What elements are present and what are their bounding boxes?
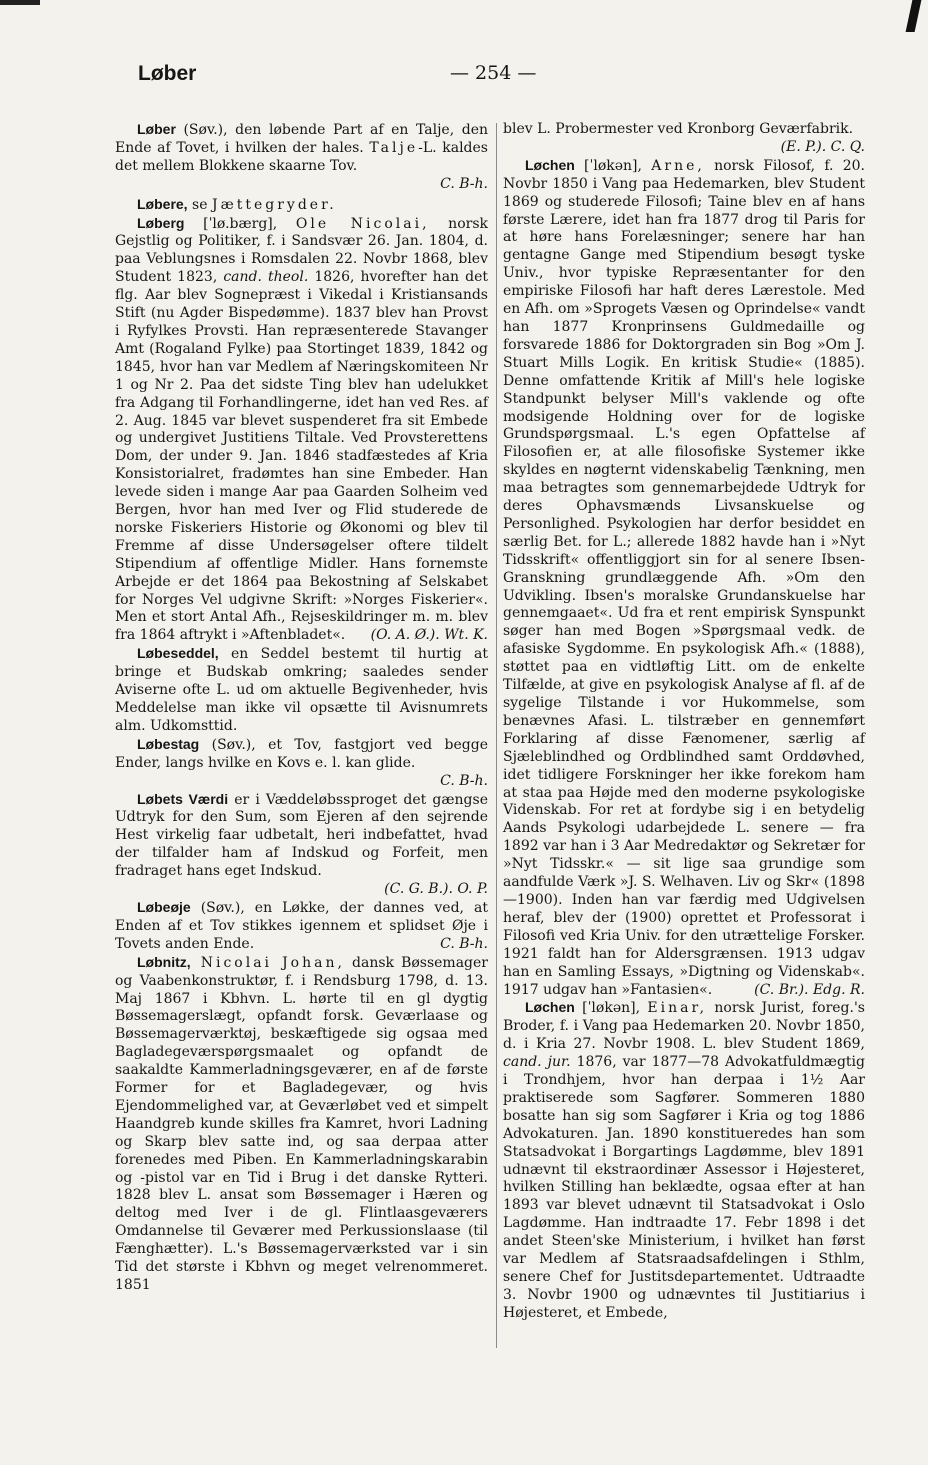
entry-loebestag bbox=[115, 736, 488, 791]
entry-pronunciation: [ˈløkən], bbox=[574, 157, 652, 174]
entry-headword: Løberg bbox=[137, 214, 185, 231]
entry-headword: Løbestag bbox=[137, 735, 200, 752]
entry-headword: Løbnitz, bbox=[137, 953, 191, 970]
entry-text: -L. kaldes det mellem Blokkene skaarne Tov. bbox=[115, 139, 488, 174]
entry-loebere bbox=[115, 196, 488, 215]
entry-headword: Løchen bbox=[525, 156, 575, 173]
entry-headword: Løbere, bbox=[137, 195, 188, 212]
page-number: — 254 — bbox=[450, 62, 537, 84]
entry-loechen-arne bbox=[503, 157, 865, 1000]
entry-headword: Løbeøje bbox=[137, 898, 191, 915]
entry-italic: cand. theol. bbox=[223, 269, 309, 286]
entry-text: se bbox=[187, 196, 212, 213]
entry-continuation bbox=[503, 121, 865, 157]
left-column bbox=[115, 121, 488, 1295]
entry-text: (Søv.), en Løkke, der dannes ved, at Enden af et Tov stikkes igennem et splidset Øje i Tovets anden Ende. bbox=[115, 899, 488, 952]
entry-person-name: Nicolai Johan, bbox=[190, 954, 345, 971]
entry-text: dansk Bøssemager og Vaabenkonstruktør, f. i Rendsburg 1798, d. 13. Maj 1867 i Kbhvn. L. hørte til en gl dygtig Bøssemagerslægt, opfandt forsk. Geværlaase og Bøssemagerværktøj, beskæftigede sig ogsaa med Bagladegeværspørgsmaalet og opfandt de saakaldte Kammerladningsgeværer, en af de første Former for et Bagladegevær, og hvis Ejendommelighed var, at Geværløbet ved et simpelt Haandgreb kunde skilles fra Kamret, hvori Ladning og Skarp blev satte ind, og saa derpaa atter forenedes med Piben. En Kammerladningskarabin og -pistol var en Tid i Brug i det danske Rytteri. 1828 blev L. ansat som Bøssemager i Hæren og deltog med Iver i de gl. Flintlaasgeværers Omdannelse til Geværer med Perkussionslaase (til Fænghætter). L.'s Bøssemagerværksted var i sin Tid det største i Kbhvn og meget velrenommeret. 1851 bbox=[115, 954, 488, 1293]
entry-text: blev L. Probermester ved Kronborg Geværfabrik. bbox=[503, 121, 854, 137]
running-headword: Løber bbox=[138, 62, 197, 85]
entry-signature: (O. A. Ø.). Wt. K. bbox=[370, 627, 488, 644]
entry-text: norsk Jurist, foreg.'s Broder, f. i Vang paa Hedemarken 20. Novbr 1850, d. i Kria 27. Novbr 1908. L. blev Student 1869, bbox=[503, 1000, 865, 1053]
entry-headword: Løbets Værdi bbox=[137, 790, 229, 807]
entry-text: (Søv.), et Tov, fastgjort ved begge Ender, langs hvilke en Kovs e. l. kan glide. bbox=[115, 736, 488, 771]
entry-loechen-einar bbox=[503, 999, 865, 1322]
entry-headword: Løchen bbox=[525, 999, 575, 1016]
entry-signature: C. B-h. bbox=[440, 935, 488, 952]
entry-signature: C. B-h. bbox=[440, 175, 488, 192]
entry-text: 1826, hvorefter han det flg. Aar blev Sognepræst i Vikedal i Kristiansands Stift (nu Agder Bispedømme). 1837 blev han Provst i Ryfylkes Provsti. Han repræsenterede Stavanger Amt (Rogaland Fylke) paa Stortinget 1839, 1842 og 1845, hvor han var Medlem af Næringskomiteen Nr 1 og Nr 2. Paa det sidste Ting blev han udelukket fra Adgang til Forhandlingerne, idet han ved Res. af 2. Aug. 1845 var blevet suspenderet fra sit Embede og undergivet Justitiens Tiltale. Ved Provsterettens Dom, der under 9. Jan. 1846 stadfæstedes af Kria Konsistorialret, fradømtes han sine Embeder. Han levede siden i mange Aar paa Gaarden Solheim ved Bergen, hvor han med Iver og Flid studerede de norske Fiskeriers Historie og Økonomi og blev til Fremme af disse Undersøgelser oftere tildelt Stipendium af offentlige Midler. Hans fornemste Arbejde er det 1864 paa Bekostning af Selskabet for Norges Vel udgivne Skrift: »Norges Fiskerier«. Men et stort Antal Afh., Rejseskildringer m. m. blev fra 1864 aftrykt i »Aftenbladet«. bbox=[115, 269, 488, 644]
entry-signature: (C. G. B.). O. P. bbox=[384, 881, 488, 898]
entry-cross-reference: Jættegryder. bbox=[211, 196, 337, 213]
entry-person-name: Arne, bbox=[651, 157, 705, 174]
entry-loeberg bbox=[115, 215, 488, 646]
right-column bbox=[503, 121, 865, 1323]
entry-spaced-term: Talje bbox=[369, 139, 419, 156]
scan-edge-mark bbox=[0, 0, 40, 5]
entry-loebeseddel bbox=[115, 645, 488, 736]
entry-text: norsk Gejstlig og Politiker, f. i Sandsvær 26. Jan. 1804, d. paa Veblungsnes i Romsdalen 22. Novbr 1868, blev Student 1823, bbox=[115, 215, 488, 286]
entry-signature: (C. Br.). Edg. R. bbox=[754, 981, 865, 998]
entry-loebnitz bbox=[115, 954, 488, 1295]
entry-person-name: Einar, bbox=[647, 1000, 708, 1017]
entry-loeber bbox=[115, 121, 488, 194]
entry-pronunciation: [ˈlø.bærg], bbox=[184, 215, 296, 232]
page-header bbox=[138, 62, 788, 92]
entry-pronunciation: [ˈløkən], bbox=[574, 1000, 648, 1017]
entry-loebeoeje bbox=[115, 899, 488, 954]
entry-italic: cand. jur. bbox=[503, 1054, 571, 1071]
entry-headword: Løbeseddel, bbox=[137, 645, 219, 662]
entry-loebets-vaerdi bbox=[115, 791, 488, 899]
entry-signature: C. B-h. bbox=[440, 772, 488, 789]
entry-text: (Søv.), den løbende Part af en Talje, den Ende af Tovet, i hvilken der hales. bbox=[115, 122, 488, 156]
entry-text: en Seddel bestemt til hurtig at bringe et Budskab omkring; saaledes sender Aviserne ofte L. ud om aktuelle Begivenheder, hvis Meddelelse man ikke vil opsætte til Avisnumrets alm. Udkomsttid. bbox=[115, 646, 488, 734]
column-divider bbox=[496, 123, 497, 1348]
entry-text: 1876, var 1877—78 Advokatfuldmægtig i Trondhjem, hvor han derpaa i 1½ Aar praktiserede som Sagfører. Sommeren 1880 bosatte han sig som Sagfører i Kria og tog 1886 Advokaturen. Jan. 1890 konstitueredes han som Statsadvokat i Borgartings Lagdømme, blev 1891 udnævnt til ekstraordinær Assessor i Højesteret, hvilken Stilling han beklædte, ogsaa efter at han 1893 var blevet udnævnt til Statsadvokat i Oslo Lagdømme. Han indtraadte 17. Febr 1898 i det andet Steen'ske Ministerium, i hvilket han først var Medlem af Statsraadsafdelingen i Sthlm, senere Chef for Justitsdepartementet. Udtraadte 3. Novbr 1900 og udnævntes til Justitiarius i Højesteret, et Embede, bbox=[503, 1054, 865, 1321]
entry-headword: Løber bbox=[137, 121, 176, 137]
entry-signature: (E. P.). C. Q. bbox=[780, 138, 865, 155]
entry-text: norsk Filosof, f. 20. Novbr 1850 i Vang paa Hedemarken, blev Student 1869 og studerede Filosofi; Taine blev en af hans første Lærere, idet han fra 1877 drog til Paris for at høre hans Forelæsninger; senere har han gentagne Gange med Stipendium besøgt tyske Univ., hvor typiske Repræsentanter for den empiriske Filosofi har haft deres Lærestole. Med en Afh. om »Sprogets Væsen og Oprindelse« vandt han 1877 Kronprinsens Guldmedaille og forsvarede 1886 for Doktorgraden sin Bog »Om J. Stuart Mills Logik. En kritisk Studie« (1885). Denne omfattende Kritik af Mill's hele logiske Standpunkt belyser Mill's vaklende og ofte modsigende Holdning over for de logiske Grundspørgsmaal. L.'s egen Opfattelse af Filosofien er, at alle filosofiske Systemer ikke skyldes en nøgternt videnskabelig Tænkning, men maa betragtes som gennemarbejdede Udtryk for deres Ophavsmænds Livsanskuelse og Personlighed. Psykologien har derfor besiddet en særlig Bet. for L.; allerede 1882 havde han i »Nyt Tidsskrift« offentliggjort sin for al senere Ibsen-Granskning grundlæggende Afh. »Om den Udvikling. Ibsen's moralske Grundanskuelse har gennemgaaet«. Ud fra et rent empirisk Synspunkt søger han med Bogen »Spørgsmaal vedk. de afasiske Sygdomme. En psykologisk Afh.« (1888), støttet paa en vidtløftig Litt. om de enkelte Tilfælde, at give en psykologisk Analyse af fl. af de sygelige Tilstande i vor Hukommelse, som benævnes Afasi. L. tilstræber en gennemført Forklaring af disse Fænomener, særlig af Sjæleblindhed og Ordblindhed samt Orddøvhed, idet tidligere Forskninger her ikke forekom ham at staa paa Højde med den moderne psykologiske Videnskab. For ret at fordybe sig i en betydelig Aands Psykologi udarbejdede L. senere — fra 1892 var han i 3 Aar Medredaktør og Sekretær for »Nyt Tidsskr.« — sit lige saa grundige som aandfulde Værk »J. S. Welhaven. Liv og Skr« (1898—1900). Inden han var færdig med Udgivelsen heraf, blev der (1900) oprettet et Professorat i Filosofi ved Kria Univ. for den utrættelige Forsker. 1921 faldt han for Aldersgrænsen. 1913 udgav han en Samling Essays, »Digtning og Videnskab«. 1917 udgav han »Fantasien«. bbox=[503, 157, 865, 998]
entry-person-name: Ole Nicolai, bbox=[295, 215, 430, 232]
scan-corner-stroke bbox=[906, 0, 922, 32]
entry-text: er i Væddeløbssproget det gængse Udtryk for den Sum, som Ejeren af den sejrende Hest virkelig faar udbetalt, heri indbefattet, hvad der tilfalder ham af Indskud og Forfeit, men fradraget hans eget Indskud. bbox=[115, 791, 488, 880]
